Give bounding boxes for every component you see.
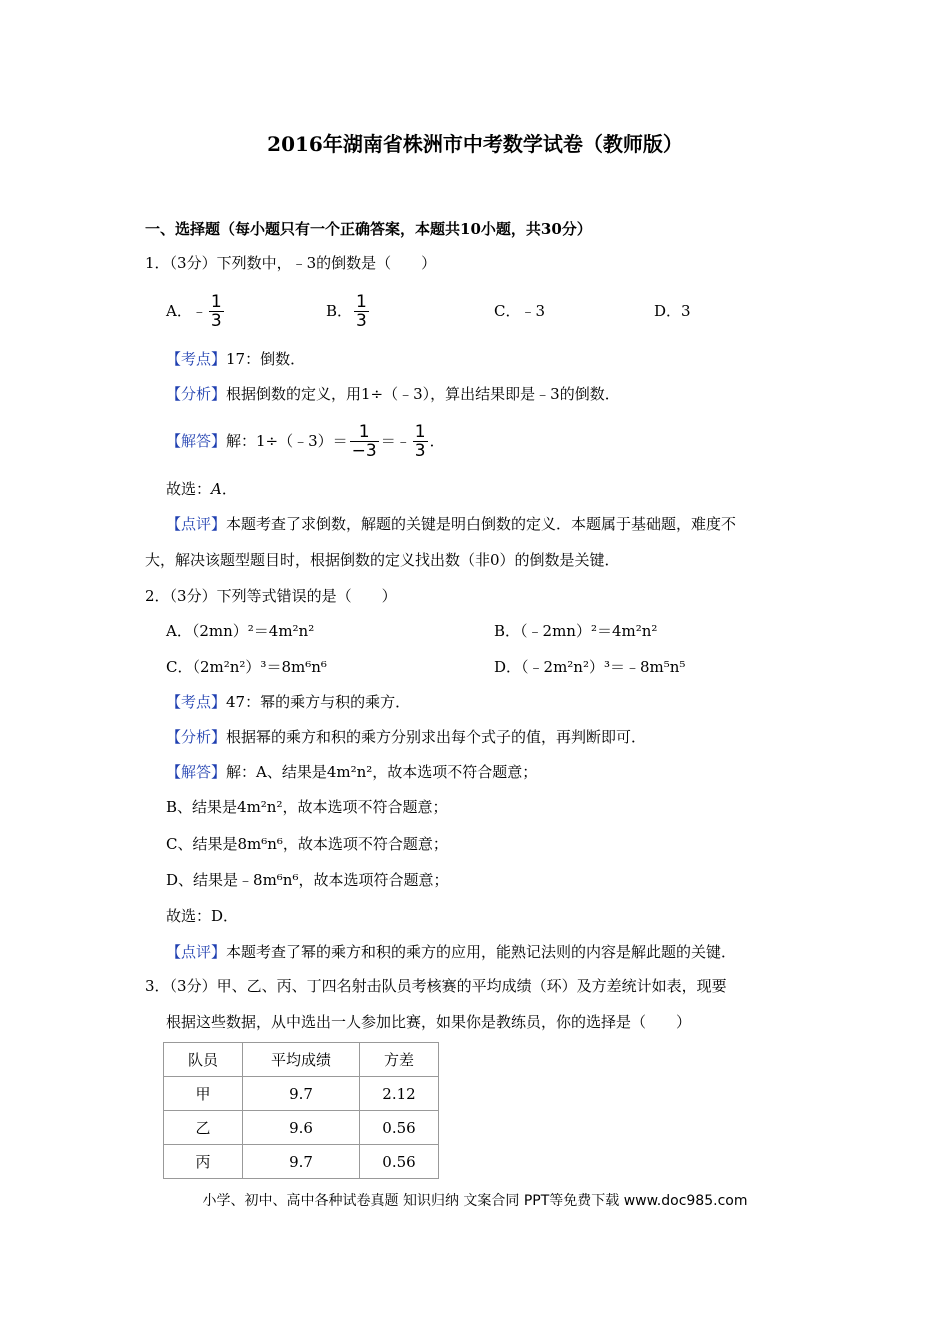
q2-solution-c: C、结果是8m⁶n⁶，故本选项不符合题意；: [166, 835, 448, 853]
dianping-text: 本题考查了求倒数，解题的关键是明白倒数的定义．本题属于基础题，难度不: [226, 515, 737, 533]
q2-solution-b: B、结果是4m²n²，故本选项不符合题意；: [166, 798, 448, 816]
table-row: [164, 1077, 439, 1111]
score-table: [163, 1042, 439, 1179]
q1-kaodian: [166, 349, 305, 369]
kaodian-tag: 【考点】: [166, 350, 227, 368]
fenxi-tag: 【分析】: [166, 385, 227, 403]
q1-fenxi: [166, 384, 620, 404]
q3-stem-cont: 根据这些数据，从中选出一人参加比赛，如果你是教练员，你的选择是（ ）: [166, 1013, 692, 1031]
jieda-equals: ＝﹣: [380, 432, 411, 450]
table-cell: 甲: [164, 1077, 243, 1111]
q2-solution-d: D、结果是﹣8m⁶n⁶，故本选项符合题意；: [166, 871, 449, 889]
fraction-denominator: 3: [414, 440, 426, 461]
table-header: 方差: [360, 1043, 439, 1077]
table-cell: 2.12: [360, 1077, 439, 1111]
q2-option-b: B．（﹣2mn）²＝4m²n²: [494, 622, 658, 640]
table-header: 平均成绩: [243, 1043, 360, 1077]
q2-answer-line: 故选：D．: [166, 907, 239, 925]
jieda-fraction-1: [350, 423, 379, 460]
answer-period: ．: [221, 480, 237, 498]
q1-option-a-sign: ﹣: [191, 302, 207, 320]
table-cell: 0.56: [360, 1111, 439, 1145]
q2-option-c: C．（2m²n²）³＝8m⁶n⁶: [166, 658, 327, 676]
fraction-denominator: 3: [356, 310, 367, 331]
jieda-text: 解：A、结果是4m²n²，故本选项不符合题意；: [226, 763, 538, 781]
jieda-text: 解：1÷（﹣3）＝: [226, 432, 348, 450]
table-cell: 9.7: [243, 1145, 360, 1179]
table-row: [164, 1111, 439, 1145]
jieda-tag: 【解答】: [166, 763, 227, 781]
fraction-numerator: 1: [356, 291, 367, 312]
q1-option-a-fraction: [209, 293, 224, 330]
fenxi-tag: 【分析】: [166, 728, 227, 746]
table-row: [164, 1145, 439, 1179]
q1-option-b: [326, 290, 371, 332]
kaodian-text: 47：幂的乘方与积的乘方．: [226, 693, 411, 711]
q1-option-a-label: A．: [166, 302, 192, 320]
q1-option-d: D．3: [654, 302, 691, 320]
section-heading: 一、选择题（每小题只有一个正确答案，本题共10小题，共30分）: [145, 220, 592, 238]
table-header: 队员: [164, 1043, 243, 1077]
table-cell: 丙: [164, 1145, 243, 1179]
q2-fenxi: [166, 727, 646, 747]
table-cell: 9.6: [243, 1111, 360, 1145]
q3-stem: 3．（3分）甲、乙、丙、丁四名射击队员考核赛的平均成绩（环）及方差统计如表，现要: [145, 977, 727, 995]
answer-prefix: 故选：: [166, 480, 212, 498]
q1-dianping: [166, 514, 736, 534]
fraction-numerator: 1: [414, 421, 426, 442]
jieda-period: ．: [429, 432, 445, 450]
q1-answer-line: [166, 479, 237, 499]
fraction-numerator: 1: [210, 291, 222, 312]
table-cell: 乙: [164, 1111, 243, 1145]
q1-option-b-label: B．: [326, 302, 353, 320]
q2-stem: 2．（3分）下列等式错误的是（ ）: [145, 587, 397, 605]
q2-option-d: D．（﹣2m²n²）³＝﹣8m⁵n⁵: [494, 658, 686, 676]
q1-dianping-cont: 大，解决该题型题目时，根据倒数的定义找出数（非0）的倒数是关键．: [145, 551, 620, 569]
table-cell: 9.7: [243, 1077, 360, 1111]
table-cell: 0.56: [360, 1145, 439, 1179]
fenxi-text: 根据幂的乘方和积的乘方分别求出每个式子的值，再判断即可．: [226, 728, 647, 746]
page-footer: 小学、初中、高中各种试卷真题 知识归纳 文案合同 PPT等免费下载 www.doc985.com: [202, 1193, 748, 1209]
q2-kaodian: [166, 692, 410, 712]
dianping-tag: 【点评】: [166, 943, 227, 961]
kaodian-text: 17：倒数．: [226, 350, 306, 368]
fraction-numerator: 1: [358, 421, 370, 442]
q1-option-b-fraction: [354, 293, 369, 330]
answer-letter: A: [211, 480, 222, 498]
q2-dianping: [166, 942, 736, 962]
q1-option-a: [166, 290, 226, 332]
q1-stem: 1．（3分）下列数中，﹣3的倒数是（ ）: [145, 254, 437, 272]
q1-option-c: C．﹣3: [494, 302, 546, 320]
jieda-tag: 【解答】: [166, 432, 227, 450]
table-header-row: [164, 1043, 439, 1077]
dianping-text: 本题考查了幂的乘方和积的乘方的应用，能熟记法则的内容是解此题的关键．: [226, 943, 737, 961]
q2-option-a: A．（2mn）²＝4m²n²: [166, 622, 315, 640]
fraction-denominator: −3: [351, 440, 377, 461]
dianping-tag: 【点评】: [166, 515, 227, 533]
kaodian-tag: 【考点】: [166, 693, 227, 711]
q2-jieda: [166, 762, 537, 782]
fraction-denominator: 3: [210, 310, 222, 331]
page-title: 2016年湖南省株洲市中考数学试卷（教师版）: [267, 132, 683, 156]
q1-jieda: [166, 419, 445, 463]
jieda-fraction-2: [413, 423, 428, 460]
fenxi-text: 根据倒数的定义，用1÷（﹣3），算出结果即是﹣3的倒数．: [226, 385, 620, 403]
